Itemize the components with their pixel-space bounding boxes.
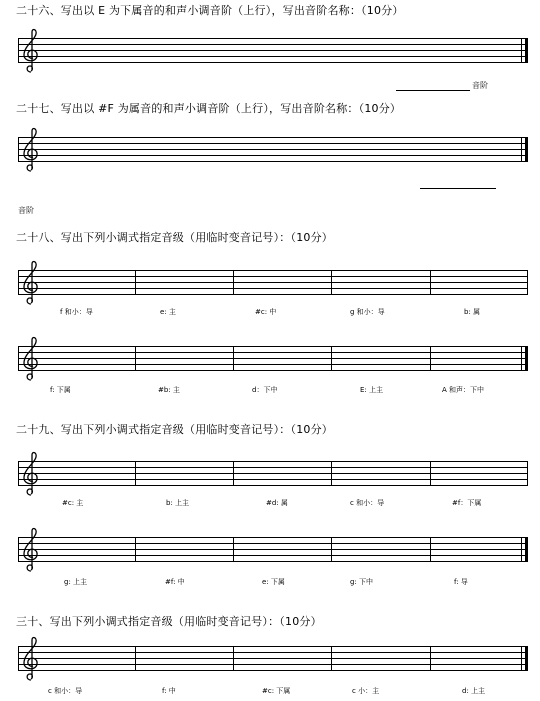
staff-q28-row1: [18, 270, 528, 294]
degree-label: E: 上主: [360, 386, 384, 394]
question-26-text: 二十六、写出以 E 为下属音的和声小调音阶（上行），写出音阶名称：（10分）: [16, 4, 404, 17]
treble-clef-icon: [20, 527, 42, 573]
degree-label: e: 下属: [262, 578, 285, 586]
degree-label: A 和声：下中: [442, 386, 485, 394]
staff-q29-row2: [18, 537, 528, 561]
answer-suffix-q27: 音阶: [18, 206, 34, 215]
degree-label: f: 中: [162, 687, 176, 695]
staff-q27: [18, 137, 528, 161]
degree-label: f 和小：导: [60, 308, 93, 316]
degree-label: c 小：主: [352, 687, 380, 695]
degree-label: g: 上主: [64, 578, 88, 586]
degree-label: #b: 主: [158, 386, 180, 394]
question-30-text: 三十、写出下列小调式指定音级（用临时变音记号）：（10分）: [16, 615, 322, 628]
degree-label: b: 上主: [166, 499, 190, 507]
degree-label: c 和小：导: [350, 499, 385, 507]
staff-q26: [18, 38, 528, 62]
degree-label: e: 主: [160, 308, 176, 316]
treble-clef-icon: [20, 127, 42, 173]
answer-suffix-q26: 音阶: [472, 81, 488, 90]
degree-label: #f：下属: [452, 499, 482, 507]
treble-clef-icon: [20, 336, 42, 382]
degree-label: f: 导: [454, 578, 468, 586]
degree-label: #c: 主: [62, 499, 84, 507]
degree-label: c 和小：导: [48, 687, 83, 695]
question-28-text: 二十八、写出下列小调式指定音级（用临时变音记号）：（10分）: [16, 231, 333, 244]
degree-label: g: 下中: [350, 578, 374, 586]
degree-label: #f: 中: [165, 578, 185, 586]
question-29-text: 二十九、写出下列小调式指定音级（用临时变音记号）：（10分）: [16, 423, 333, 436]
treble-clef-icon: [20, 451, 42, 497]
answer-blank-q26[interactable]: [396, 90, 470, 91]
degree-label: b: 属: [464, 308, 481, 316]
treble-clef-icon: [20, 260, 42, 306]
staff-q30-row1: [18, 646, 528, 670]
treble-clef-icon: [20, 28, 42, 74]
degree-label: #c: 中: [255, 308, 277, 316]
treble-clef-icon: [20, 636, 42, 682]
degree-label: #c: 下属: [262, 687, 291, 695]
staff-q29-row1: [18, 461, 528, 485]
staff-q28-row2: [18, 346, 528, 370]
question-27-text: 二十七、写出以 #F 为属音的和声小调音阶（上行），写出音阶名称：（10分）: [16, 102, 402, 115]
degree-label: #d: 属: [266, 499, 288, 507]
degree-label: d: 上主: [462, 687, 486, 695]
degree-label: g 和小：导: [350, 308, 385, 316]
degree-label: f: 下属: [50, 386, 71, 394]
degree-label: d：下中: [252, 386, 278, 394]
answer-blank-q27[interactable]: [420, 188, 496, 189]
